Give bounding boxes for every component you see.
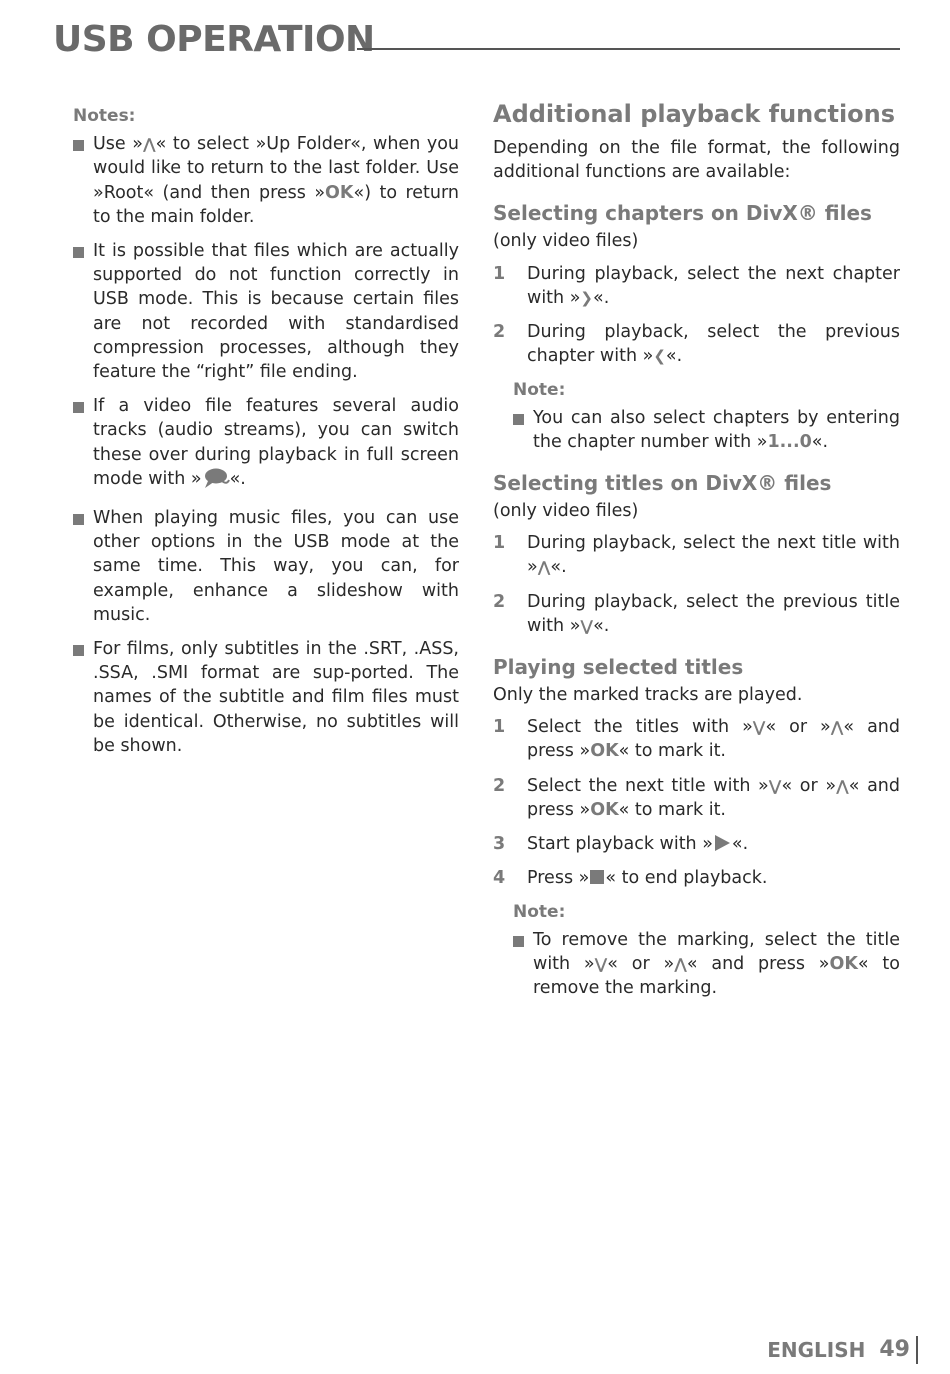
note-item: To remove the marking, select the title with »⋁« or »⋀« and press »OK« to remove the marking. bbox=[513, 928, 900, 1001]
bullet-square-icon bbox=[73, 514, 84, 525]
note-item-compatibility: It is possible that files which are actually supported do not function correctly in USB mode. This is because certain files are not recorded with standardised compression processes, although they feature the “right” file ending. bbox=[73, 239, 459, 384]
up-arrow-icon: ⋀ bbox=[537, 558, 551, 577]
chapters-step-2: 2 During playback, select the previous chapter with »❮«. bbox=[493, 322, 900, 367]
language-label: ENGLISH bbox=[767, 1338, 866, 1362]
up-arrow-icon: ⋀ bbox=[836, 776, 849, 795]
selected-note bbox=[513, 900, 900, 1000]
selected-title: Playing selected titles bbox=[493, 655, 744, 680]
chapters-title: Selecting chapters on DivX® files bbox=[493, 201, 872, 226]
titles-subtitle: (only video files) bbox=[493, 501, 639, 522]
page-number: 49 bbox=[879, 1336, 918, 1364]
bullet-square-icon bbox=[513, 414, 524, 425]
down-arrow-icon: ⋁ bbox=[580, 616, 594, 635]
selected-step-2: 2 Select the next title with »⋁« or »⋀« and press »OK« to mark it. bbox=[493, 775, 900, 820]
chapters-step-1: 1 During playback, select the next chapter with »❯«. bbox=[493, 263, 900, 308]
right-column bbox=[493, 100, 900, 1006]
note-item: You can also select chapters by entering the chapter number with »1...0«. bbox=[513, 406, 900, 454]
note-item-audio-tracks: If a video file features several audio tracks (audio streams), you can switch these over during playback in full screen mode with » «. bbox=[73, 394, 459, 496]
ok-key-label: OK bbox=[590, 799, 619, 820]
bullet-square-icon bbox=[73, 645, 84, 656]
left-column bbox=[73, 104, 459, 768]
page-title: USB OPERATION bbox=[53, 19, 375, 60]
next-arrow-icon: ❯ bbox=[580, 288, 593, 307]
section-intro: Depending on the file format, the following additional functions are available: bbox=[493, 138, 900, 183]
chapters-note bbox=[513, 378, 900, 454]
chapters-subtitle: (only video files) bbox=[493, 231, 639, 252]
bullet-square-icon bbox=[73, 402, 84, 413]
header-rule bbox=[357, 48, 900, 50]
titles-title: Selecting titles on DivX® files bbox=[493, 471, 832, 496]
down-arrow-icon: ⋁ bbox=[594, 954, 608, 973]
selected-step-3: 3 Start playback with » «. bbox=[493, 834, 749, 855]
note-heading: Note: bbox=[513, 902, 566, 923]
stop-icon bbox=[590, 870, 604, 884]
selected-intro: Only the marked tracks are played. bbox=[493, 685, 803, 706]
selected-step-1: 1 Select the titles with »⋁« or »⋀« and press »OK« to mark it. bbox=[493, 717, 900, 762]
ok-key-label: OK bbox=[590, 741, 619, 762]
note-item-subtitles: For films, only subtitles in the .SRT, .ASS, .SSA, .SMI format are sup-ported. The names of the subtitle and film files must be identical. Otherwise, no subtitles will be shown. bbox=[73, 637, 459, 758]
bullet-square-icon bbox=[513, 936, 524, 947]
notes-heading: Notes: bbox=[73, 106, 136, 126]
section-title: Additional playback functions bbox=[493, 100, 896, 128]
titles-step-2: 2 During playback, select the previous title with »⋁«. bbox=[493, 591, 900, 636]
play-icon bbox=[715, 835, 730, 851]
page-footer bbox=[767, 1330, 918, 1364]
prev-arrow-icon: ❮ bbox=[653, 347, 666, 366]
titles-step-1: 1 During playback, select the next title with »⋀«. bbox=[493, 533, 900, 578]
page-header bbox=[53, 18, 900, 58]
down-arrow-icon: ⋁ bbox=[768, 776, 782, 795]
down-arrow-icon: ⋁ bbox=[752, 718, 766, 737]
ok-key-label: OK bbox=[829, 953, 858, 974]
up-arrow-icon: ⋀ bbox=[830, 718, 844, 737]
note-heading: Note: bbox=[513, 380, 566, 401]
note-item-up-folder: Use »⋀« to select »Up Folder«, when you would like to return to the last folder. Use »Root« (and then press »OK«) to return to the main folder. bbox=[73, 132, 459, 229]
bullet-square-icon bbox=[73, 140, 84, 151]
selected-step-4: 4 Press » « to end playback. bbox=[493, 868, 768, 889]
bullet-square-icon bbox=[73, 247, 84, 258]
ok-key-label: OK bbox=[325, 182, 354, 203]
speech-bubble-icon bbox=[202, 467, 230, 496]
digit-keys-label: 1...0 bbox=[767, 431, 812, 452]
up-arrow-icon: ⋀ bbox=[674, 954, 687, 973]
note-item-music: When playing music files, you can use other options in the USB mode at the same time. This way, you can, for example, enhance a slideshow with music. bbox=[73, 506, 459, 627]
up-arrow-icon: ⋀ bbox=[142, 135, 156, 154]
